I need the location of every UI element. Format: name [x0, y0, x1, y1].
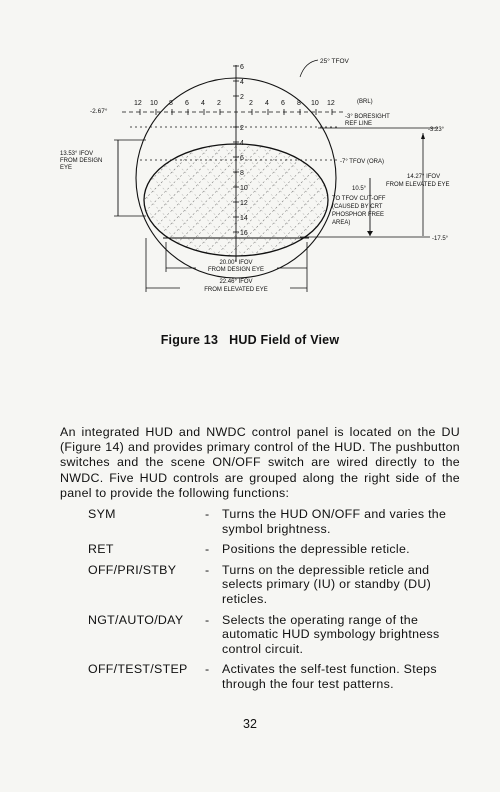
bottom-design-fov-label: FROM DESIGN EYE — [207, 267, 265, 273]
control-name: OFF/TEST/STEP — [88, 662, 188, 677]
bottom-elevated-fov-label: FROM ELEVATED EYE — [204, 287, 268, 293]
y-tick-label: 2 — [240, 94, 244, 101]
y-tick-label: 10 — [240, 185, 248, 192]
x-tick-label: 12 — [327, 100, 335, 107]
x-tick-label: 12 — [134, 100, 142, 107]
controls-list — [0, 507, 500, 698]
y-tick-label: 4 — [240, 79, 244, 86]
control-row: NGT/AUTO/DAY - Selects the operating range of the automatic HUD symbology brightness control circuit. — [0, 613, 500, 657]
control-description: Turns on the depressible reticle and selects primary (IU) or standby (DU) reticles. — [222, 562, 432, 606]
y-tick-label: 14 — [240, 215, 248, 222]
brl-label: -3° BORESIGHT — [345, 114, 390, 120]
left-angle-label: -2.67° — [90, 108, 108, 115]
x-tick-label: 2 — [217, 100, 221, 107]
elevated-fov-label: 14.27° IFOV — [407, 174, 441, 180]
control-description: Activates the self-test function. Steps through the four test patterns. — [222, 662, 437, 691]
figure-title: HUD Field of View — [229, 333, 340, 347]
x-tick-label: 4 — [265, 100, 269, 107]
right-top-angle-label: -3.23° — [428, 127, 445, 133]
y-tick-label: 8 — [240, 170, 244, 177]
x-tick-label: 8 — [297, 100, 301, 107]
x-tick-label: 10 — [311, 100, 319, 107]
x-tick-label: 8 — [169, 100, 173, 107]
brl-label: (BRL) — [357, 99, 373, 105]
figure-caption — [0, 333, 500, 347]
control-row: SYM - Turns the HUD ON/OFF and varies the symbol brightness. — [0, 507, 500, 536]
tfov-ora-label: -7° TFOV (ORA) — [340, 159, 384, 165]
control-row: OFF/PRI/STBY - Turns on the depressible reticle and selects primary (IU) or standby (DU) reticles. — [0, 563, 500, 607]
x-tick-label: 6 — [281, 100, 285, 107]
y-tick-label: 16 — [240, 230, 248, 237]
x-tick-label: 6 — [185, 100, 189, 107]
control-description: Selects the operating range of the automatic HUD symbology brightness control circuit. — [222, 612, 440, 656]
control-row: RET - Positions the depressible reticle. — [0, 542, 500, 557]
x-tick-label: 10 — [150, 100, 158, 107]
bottom-elevated-fov-label: 22.46° IFOV — [219, 279, 253, 285]
y-tick-label: 6 — [240, 64, 244, 71]
control-description: Positions the depressible reticle. — [222, 542, 410, 557]
bottom-design-fov-label: 20.00° IFOV — [219, 260, 253, 266]
x-tick-label: 2 — [249, 100, 253, 107]
left-fov-label: 13.53° IFOV — [60, 151, 94, 157]
right-bottom-angle-label: -17.5° — [432, 236, 449, 242]
left-fov-label: EYE — [60, 165, 73, 171]
y-tick-label: 6 — [240, 155, 244, 162]
cutoff-label: (CAUSED BY CRT — [332, 204, 383, 210]
cutoff-label: AREA) — [332, 220, 351, 226]
cutoff-angle-label: 10.5° — [352, 186, 367, 192]
control-name: OFF/PRI/STBY — [88, 562, 177, 577]
y-tick-label: 2 — [240, 125, 244, 132]
cutoff-label: PHOSPHOR FREE — [332, 212, 385, 218]
page-number: 32 — [243, 717, 257, 731]
elevated-fov-label: FROM ELEVATED EYE — [386, 182, 450, 188]
intro-paragraph: An integrated HUD and NWDC control panel is located on the DU (Figure 14) and provides primary control of the HUD. The pushbutton switches and the scene ON/OFF switch are wired directly to the NWDC. Five HUD controls are grouped along the right side of the panel to provide the following functions: — [60, 425, 460, 500]
figure-number: Figure 13 — [160, 333, 219, 347]
control-name: NGT/AUTO/DAY — [88, 612, 184, 627]
y-tick-label: 12 — [240, 200, 248, 207]
control-row: OFF/TEST/STEP - Activates the self-test function. Steps through the four test patterns. — [0, 662, 500, 691]
control-name: RET — [88, 542, 114, 557]
tfov-label: 25° TFOV — [320, 58, 349, 65]
cutoff-label: TO TFOV CUT-OFF — [332, 196, 386, 202]
hud-field-of-view-diagram — [0, 0, 500, 330]
left-fov-label: FROM DESIGN — [60, 158, 103, 164]
x-tick-label: 4 — [201, 100, 205, 107]
y-tick-label: 4 — [240, 140, 244, 147]
control-name: SYM — [88, 507, 116, 521]
brl-label: REF LINE — [345, 121, 373, 127]
control-description: Turns the HUD ON/OFF and varies the symbol brightness. — [222, 507, 447, 536]
